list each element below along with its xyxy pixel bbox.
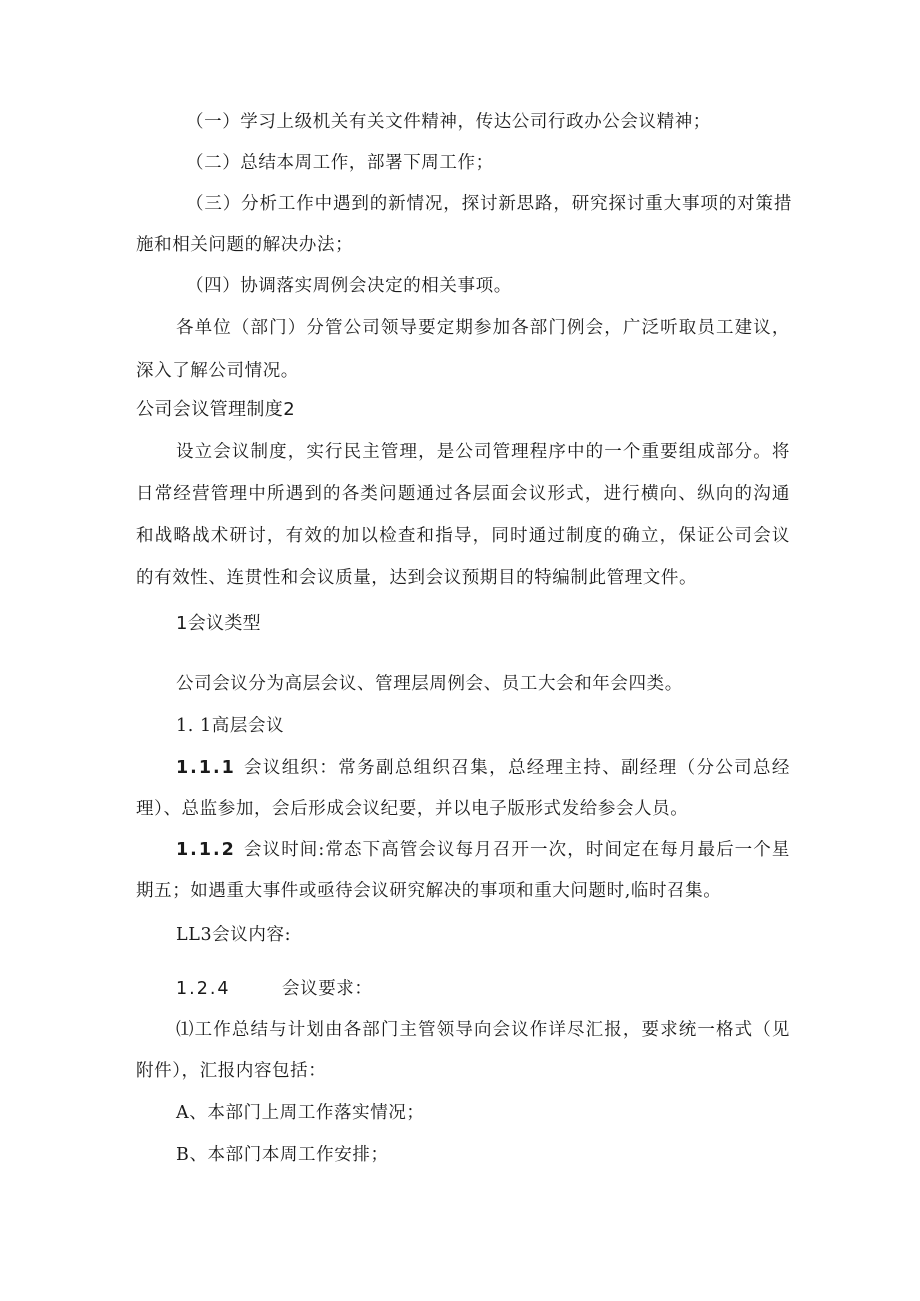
intro-line-3: 和战略战术研讨，有效的加以检查和指导，同时通过制度的确立，保证公司会议 [136, 526, 790, 546]
requirement-1-line-2: 附件），汇报内容包括： [136, 1061, 327, 1081]
section-number-1-1-2: 1.1.2 [176, 840, 236, 860]
list-item-3-line-1: （三）分析工作中遇到的新情况，探讨新思路，研究探讨重大事项的对策措 [186, 194, 792, 214]
meeting-organization-line-1: 会议组织：常务副总组织召集，总经理主持、副经理（分公司总经 [244, 758, 790, 778]
meeting-time-line-1: 会议时间:常态下高管会议每月召开一次，时间定在每月最后一个星 [244, 840, 790, 860]
paragraph-leaders-line-1: 各单位（部门）分管公司领导要定期参加各部门例会，广泛听取员工建议， [176, 318, 790, 338]
section-title: 公司会议管理制度2 [136, 399, 296, 420]
section-number-1-2-4: 1.2.4 [176, 979, 231, 999]
intro-line-2: 日常经营管理中所遇到的各类问题通过各层面会议形式，进行横向、纵向的沟通 [136, 484, 790, 504]
list-item-1: （一）学习上级机关有关文件精神，传达公司行政办公会议精神； [186, 112, 711, 132]
meeting-types-description: 公司会议分为高层会议、管理层周例会、员工大会和年会四类。 [176, 674, 683, 694]
section-number-1-1-1: 1.1.1 [176, 758, 236, 778]
intro-line-4: 的有效性、连贯性和会议质量，达到会议预期目的特编制此管理文件。 [136, 568, 698, 588]
meeting-requirements-label: 会议要求： [282, 979, 373, 999]
paragraph-leaders-line-2: 深入了解公司情况。 [136, 361, 299, 381]
heading-senior-meeting: 1. 1高层会议 [176, 716, 285, 736]
heading-meeting-types: 1会议类型 [176, 613, 261, 634]
requirement-item-b: B、本部门本周工作安排； [176, 1145, 389, 1165]
requirement-1-line-1: ⑴工作总结与计划由各部门主管领导向会议作详尽汇报，要求统一格式（见 [176, 1020, 790, 1040]
list-item-2: （二）总结本周工作，部署下周工作； [186, 153, 494, 173]
heading-meeting-content: LL3会议内容: [176, 925, 292, 945]
requirement-item-a: A、本部门上周工作落实情况； [176, 1103, 425, 1123]
meeting-time-line-2: 期五；如遇重大事件或亟待会议研究解决的事项和重大问题时,临时召集。 [136, 881, 722, 901]
list-item-3-line-2: 施和相关问题的解决办法； [136, 235, 354, 255]
meeting-organization-line-2: 理）、总监参加，会后形成会议纪要，并以电子版形式发给参会人员。 [136, 799, 689, 819]
intro-line-1: 设立会议制度，实行民主管理，是公司管理程序中的一个重要组成部分。将 [176, 442, 790, 462]
list-item-4: （四）协调落实周例会决定的相关事项。 [186, 276, 512, 296]
